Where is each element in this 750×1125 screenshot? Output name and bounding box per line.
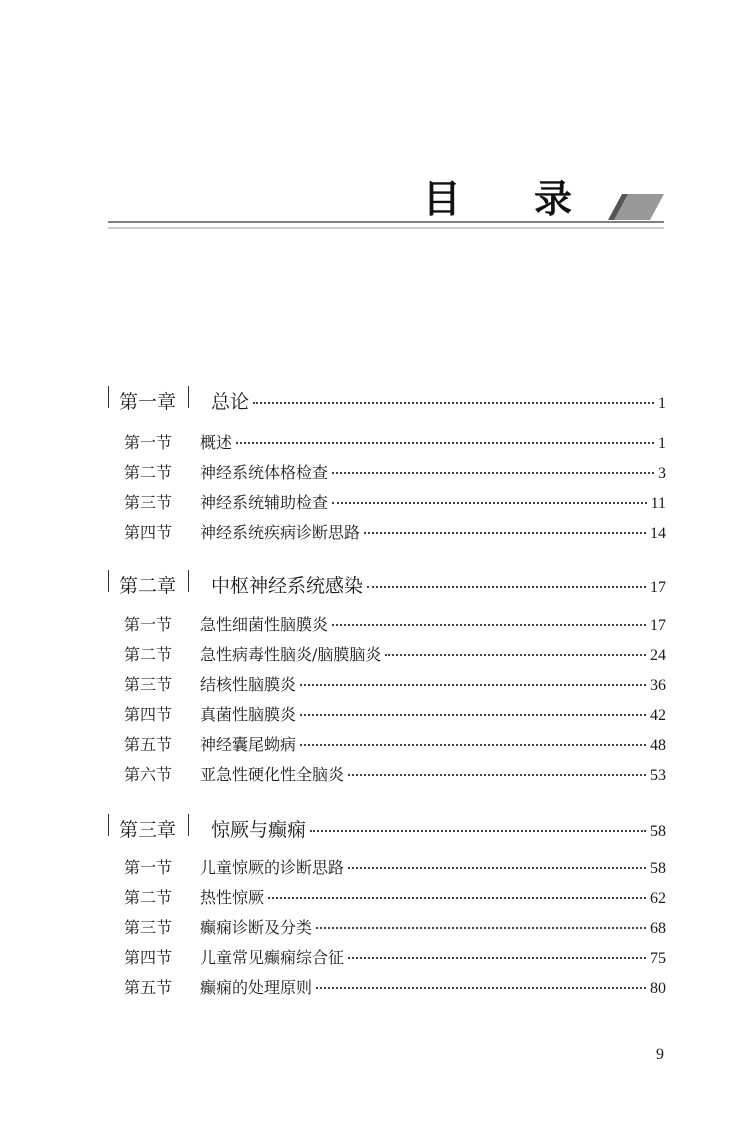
section-number: 第四节 <box>124 705 173 724</box>
section-page: 3 <box>658 465 666 482</box>
leader-dots <box>367 585 646 588</box>
section-title: 儿童惊厥的诊断思路 <box>200 858 345 877</box>
leader-dots <box>300 683 646 686</box>
section-number: 第二节 <box>124 888 173 907</box>
chapter-page: 17 <box>650 579 666 596</box>
toc-section[interactable] <box>124 460 666 483</box>
toc-section[interactable] <box>124 885 666 908</box>
section-title: 神经囊尾蚴病 <box>200 735 297 754</box>
section-title: 真菌性脑膜炎 <box>200 705 297 724</box>
section-title: 急性细菌性脑膜炎 <box>200 615 329 634</box>
section-page: 1 <box>658 435 666 452</box>
leader-dots <box>316 986 646 989</box>
chapter-number: 第一章 <box>119 391 177 413</box>
page-number: 9 <box>656 1046 664 1063</box>
leader-dots <box>236 441 654 444</box>
section-page: 14 <box>650 525 666 542</box>
toc-chapter[interactable] <box>108 570 666 598</box>
toc-section[interactable] <box>124 855 666 878</box>
chapter-page: 1 <box>658 395 666 412</box>
leader-dots <box>385 653 646 656</box>
leader-dots <box>300 743 646 746</box>
chapter-bar-left <box>108 386 109 408</box>
chapter-bar-right <box>188 386 189 408</box>
chapter-number: 第二章 <box>119 575 177 597</box>
section-number: 第六节 <box>124 765 173 784</box>
section-title: 神经系统疾病诊断思路 <box>200 523 361 542</box>
section-page: 58 <box>650 860 666 877</box>
page-title: 目 录 <box>422 176 602 221</box>
section-number: 第一节 <box>124 433 173 452</box>
toc-section[interactable] <box>124 612 666 635</box>
leader-dots <box>253 401 654 404</box>
chapter-number: 第三章 <box>119 819 177 841</box>
leader-dots <box>332 623 646 626</box>
chapter-bar-right <box>188 570 189 592</box>
leader-dots <box>268 896 646 899</box>
toc-chapter[interactable] <box>108 386 666 414</box>
section-page: 80 <box>650 980 666 997</box>
toc-section[interactable] <box>124 915 666 938</box>
leader-dots <box>310 829 646 832</box>
toc-section[interactable] <box>124 430 666 453</box>
section-number: 第四节 <box>124 523 173 542</box>
section-page: 11 <box>650 495 666 512</box>
toc-section[interactable] <box>124 945 666 968</box>
leader-dots <box>348 956 646 959</box>
section-title: 癫痫诊断及分类 <box>200 918 313 937</box>
section-title: 急性病毒性脑炎/脑膜脑炎 <box>200 645 382 664</box>
toc-section[interactable] <box>124 672 666 695</box>
section-page: 42 <box>650 707 666 724</box>
section-page: 24 <box>650 647 666 664</box>
section-page: 17 <box>650 617 666 634</box>
section-number: 第三节 <box>124 675 173 694</box>
header-rule-decoration <box>0 0 750 250</box>
section-number: 第二节 <box>124 645 173 664</box>
section-number: 第一节 <box>124 615 173 634</box>
toc-chapter[interactable] <box>108 814 666 842</box>
chapter-bar-left <box>108 814 109 836</box>
leader-dots <box>348 866 646 869</box>
chapter-bar-left <box>108 570 109 592</box>
section-title: 亚急性硬化性全脑炎 <box>200 765 345 784</box>
section-page: 68 <box>650 920 666 937</box>
section-title: 儿童常见癫痫综合征 <box>200 948 345 967</box>
section-number: 第三节 <box>124 918 173 937</box>
leader-dots <box>332 501 647 504</box>
section-page: 53 <box>650 767 666 784</box>
section-page: 75 <box>650 950 666 967</box>
chapter-bar-right <box>188 814 189 836</box>
section-page: 48 <box>650 737 666 754</box>
section-title: 结核性脑膜炎 <box>200 675 297 694</box>
section-title: 神经系统辅助检查 <box>200 493 329 512</box>
section-page: 36 <box>650 677 666 694</box>
leader-dots <box>300 713 646 716</box>
toc-section[interactable] <box>124 642 666 665</box>
section-number: 第一节 <box>124 858 173 877</box>
section-number: 第四节 <box>124 948 173 967</box>
section-page: 62 <box>650 890 666 907</box>
leader-dots <box>332 471 654 474</box>
toc-section[interactable] <box>124 732 666 755</box>
toc-section[interactable] <box>124 520 666 543</box>
leader-dots <box>348 773 646 776</box>
leader-dots <box>316 926 646 929</box>
chapter-page: 58 <box>650 823 666 840</box>
toc-section[interactable] <box>124 490 666 513</box>
section-title: 癫痫的处理原则 <box>200 978 313 997</box>
section-number: 第三节 <box>124 493 173 512</box>
chapter-title: 惊厥与癫痫 <box>211 819 307 841</box>
toc-section[interactable] <box>124 975 666 998</box>
chapter-title: 总论 <box>211 391 250 413</box>
toc-section[interactable] <box>124 762 666 785</box>
section-number: 第五节 <box>124 735 173 754</box>
leader-dots <box>364 531 646 534</box>
chapter-title: 中枢神经系统感染 <box>211 575 364 597</box>
section-number: 第二节 <box>124 463 173 482</box>
section-title: 热性惊厥 <box>200 888 265 907</box>
section-title: 神经系统体格检查 <box>200 463 329 482</box>
section-number: 第五节 <box>124 978 173 997</box>
section-title: 概述 <box>200 433 233 452</box>
toc-section[interactable] <box>124 702 666 725</box>
